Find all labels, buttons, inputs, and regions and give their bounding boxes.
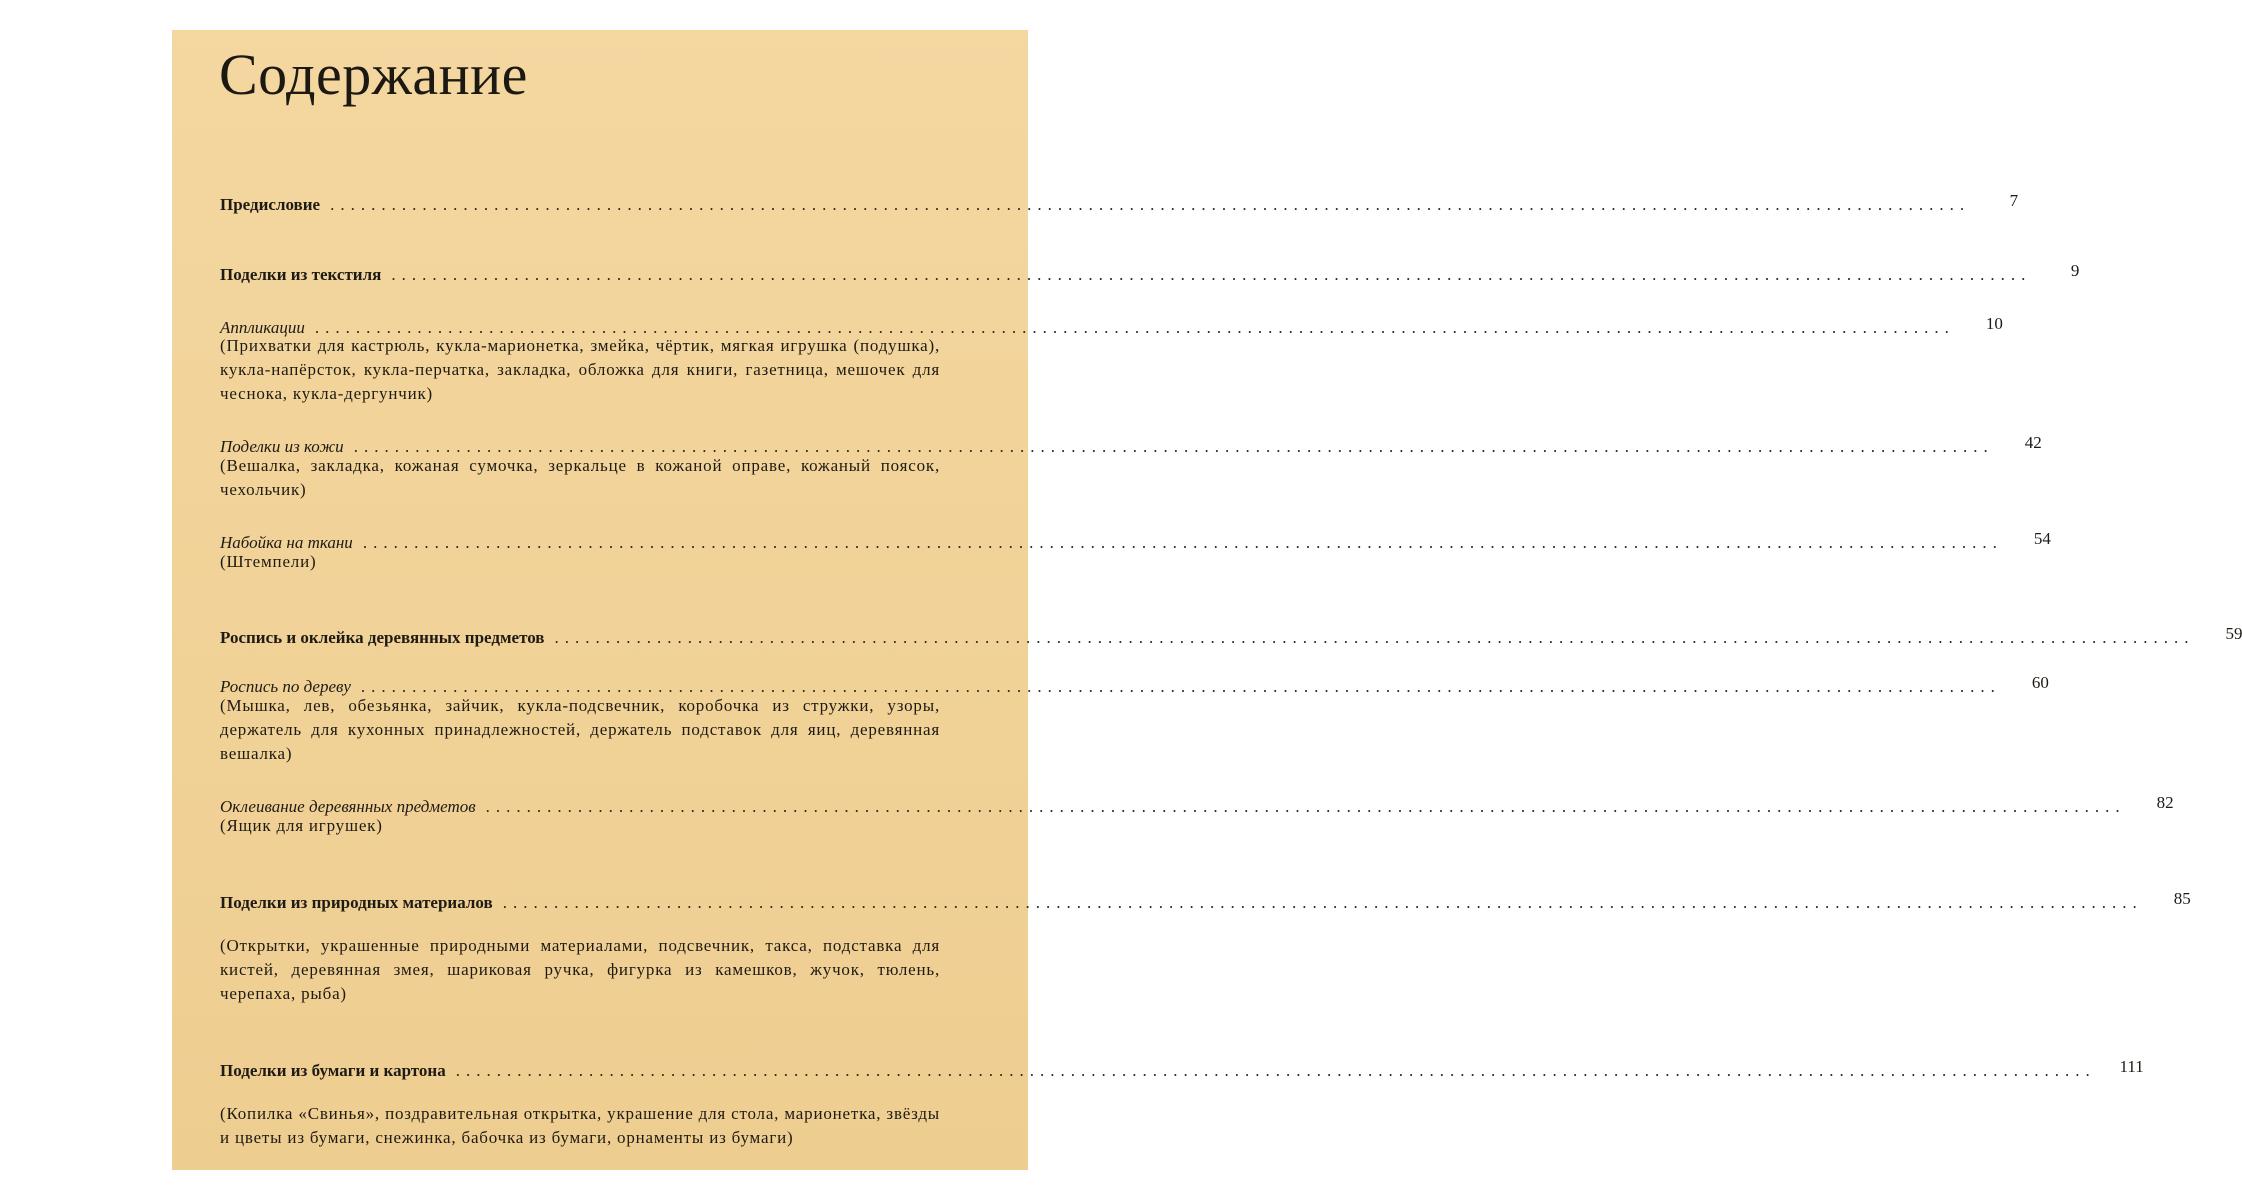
toc-page-number: 10	[1985, 314, 2003, 333]
toc-entry-label: Набойка на ткани	[220, 533, 353, 552]
toc-page-number: 60	[2031, 673, 2049, 692]
toc-entry-label: Оклеивание деревянных предметов	[220, 797, 476, 816]
toc-entry-wood-painting-section	[220, 624, 2242, 651]
toc-page-number: 54	[2033, 529, 2051, 548]
page-title: Содержание	[219, 42, 528, 107]
dot-leader: ................................................................................................................................................................	[502, 893, 2143, 912]
toc-page-number: 42	[2024, 433, 2042, 452]
toc-entry-description: (Прихватки для кастрюль, кукла-марионетка, змейка, чёртик, мягкая игрушка (подушка), кукла-напёрсток, кукла-перчатка, закладка, обложка для книги, газетница, мешочек для чеснока, кукла-дергунчик)	[220, 336, 940, 403]
toc-page-number: 85	[2173, 889, 2191, 908]
dot-leader: ................................................................................................................................................................	[554, 628, 2195, 647]
toc-entry-textile	[220, 261, 2080, 288]
dot-leader: ................................................................................................................................................................	[314, 318, 1955, 337]
dot-leader: ................................................................................................................................................................	[330, 195, 1971, 214]
toc-entry-label: Аппликации	[220, 318, 305, 337]
toc-page-number: 111	[2119, 1057, 2144, 1076]
toc-entry-description: (Открытки, украшенные природными материалами, подсвечник, такса, подставка для кистей, деревянная змея, шариковая ручка, фигурка из камешков, жучок, тюлень, черепаха, рыба)	[220, 936, 940, 1003]
toc-entry-description: (Вешалка, закладка, кожаная сумочка, зеркальце в кожаной оправе, кожаный поясок, чехольчик)	[220, 456, 940, 499]
toc-entry-label: Поделки из кожи	[220, 437, 344, 456]
toc-entry-paper-cardboard	[220, 1057, 2144, 1084]
toc-entry-label: Роспись и оклейка деревянных предметов	[220, 628, 545, 647]
toc-page-number: 59	[2225, 624, 2242, 643]
toc-entry-description: (Ящик для игрушек)	[220, 816, 383, 835]
toc-entry-description: (Копилка «Свинья», поздравительная открытка, украшение для стола, марионетка, звёзды и цветы из бумаги, снежинка, бабочка из бумаги, орнаменты из бумаги)	[220, 1104, 940, 1147]
toc-page-number: 9	[2070, 261, 2080, 280]
toc-entry-description: (Мышка, лев, обезьянка, зайчик, кукла-подсвечник, коробочка из стружки, узоры, держатель для кухонных принадлежностей, держатель подставок для яиц, деревянная вешалка)	[220, 696, 940, 763]
toc-page-number: 7	[2009, 191, 2019, 210]
toc-page-number: 82	[2156, 793, 2174, 812]
book-page	[172, 30, 2242, 1170]
toc-entry-label: Роспись по дереву	[220, 677, 351, 696]
dot-leader: ................................................................................................................................................................	[353, 437, 1994, 456]
dot-leader: ................................................................................................................................................................	[362, 533, 2003, 552]
dot-leader: ................................................................................................................................................................	[455, 1061, 2096, 1080]
toc-entry-natural-materials	[220, 889, 2191, 916]
toc-entry-label: Поделки из природных материалов	[220, 893, 493, 912]
toc-entry-description: (Штемпели)	[220, 552, 317, 571]
toc-entry-label: Поделки из текстиля	[220, 265, 382, 284]
toc-entry-label: Поделки из бумаги и картона	[220, 1061, 446, 1080]
dot-leader: ................................................................................................................................................................	[485, 797, 2126, 816]
toc-entry-preface	[220, 191, 2019, 218]
dot-leader: ................................................................................................................................................................	[360, 677, 2001, 696]
dot-leader: ................................................................................................................................................................	[391, 265, 2032, 284]
toc-entry-label: Предисловие	[220, 195, 321, 214]
